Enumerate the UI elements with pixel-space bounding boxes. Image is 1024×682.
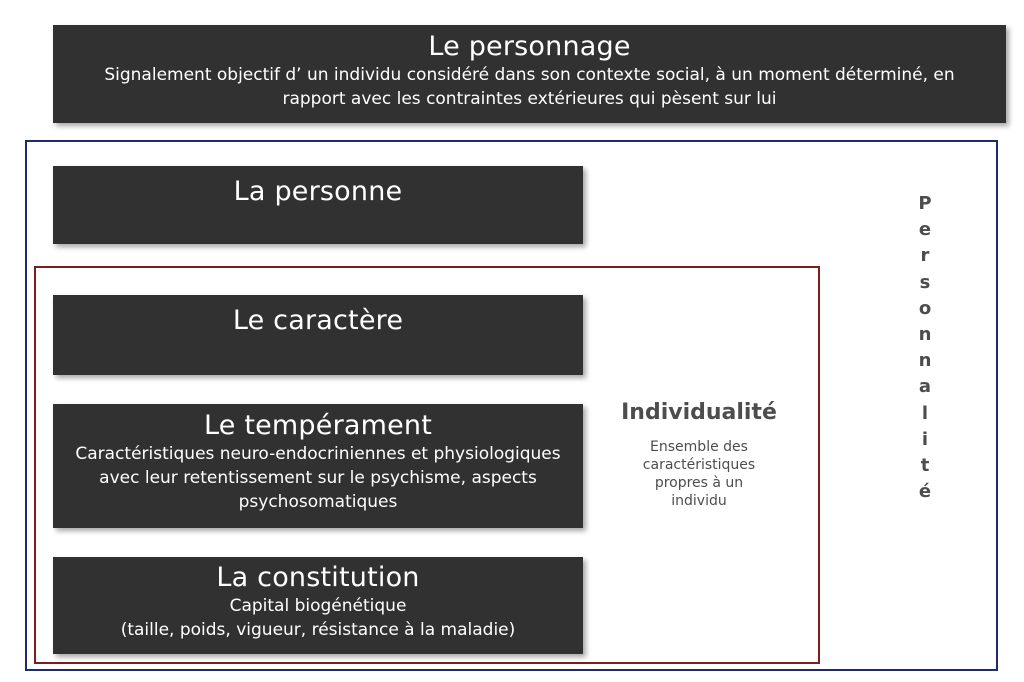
personnalite-letter: t bbox=[920, 455, 930, 477]
personnalite-letter: r bbox=[920, 245, 930, 267]
constitution-line1: Capital biogénétique bbox=[229, 596, 407, 616]
personnage-description: Signalement objectif d’ un individu considéré dans son contexte social, à un moment déterminé, en rapport avec les contraintes extérieures qui pèsent sur lui bbox=[104, 65, 955, 109]
temperament-description: Caractéristiques neuro-endocriniennes et physiologiques avec leur retentissement sur le psychisme, aspects psychosomatiques bbox=[75, 444, 561, 512]
personnage-title: Le personnage bbox=[428, 31, 631, 62]
temperament-box bbox=[53, 404, 583, 528]
personnage-box bbox=[53, 25, 1006, 123]
caractere-box bbox=[53, 295, 583, 375]
personnalite-vertical-label bbox=[908, 191, 942, 505]
personnalite-letter: e bbox=[918, 219, 932, 241]
individualite-description: Ensemble des caractéristiques propres à un individu bbox=[642, 439, 756, 509]
personnalite-letter: i bbox=[921, 428, 929, 450]
personnalite-letter: P bbox=[918, 193, 932, 214]
personnalite-letter: s bbox=[919, 271, 931, 293]
constitution-line2: (taille, poids, vigueur, résistance à la maladie) bbox=[120, 620, 516, 640]
temperament-title: Le tempérament bbox=[203, 410, 433, 441]
personne-title: La personne bbox=[233, 176, 403, 207]
individualite-title: Individualité bbox=[621, 400, 777, 425]
personnalite-letter: o bbox=[918, 297, 932, 319]
personnalite-letter: é bbox=[918, 481, 932, 503]
personne-box bbox=[53, 166, 583, 244]
constitution-box bbox=[53, 557, 583, 654]
personnalite-letter: a bbox=[918, 376, 932, 398]
personnalite-letter: l bbox=[921, 402, 929, 424]
personnalite-letter: n bbox=[918, 350, 932, 372]
caractere-title: Le caractère bbox=[232, 305, 404, 336]
personnalite-letter: n bbox=[918, 324, 932, 346]
individualite-label bbox=[604, 398, 794, 510]
constitution-title: La constitution bbox=[216, 562, 420, 593]
